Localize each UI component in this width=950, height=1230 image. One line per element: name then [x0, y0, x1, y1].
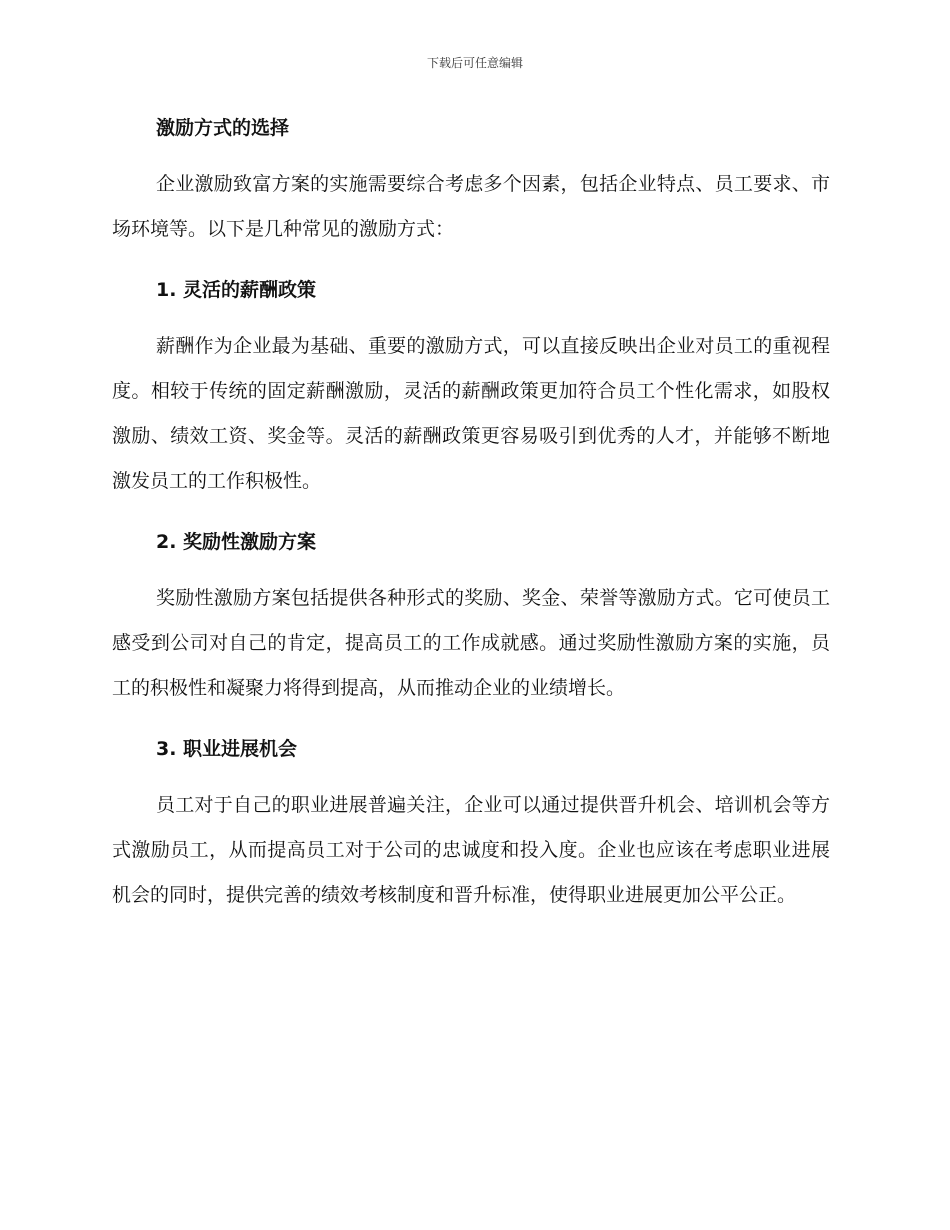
- intro-paragraph: 企业激励致富方案的实施需要综合考虑多个因素，包括企业特点、员工要求、市场环境等。以下是几种常见的激励方式：: [112, 173, 830, 240]
- section-heading-career: 3. 职业进展机会: [156, 738, 298, 760]
- section-body-salary: 薪酬作为企业最为基础、重要的激励方式，可以直接反映出企业对员工的重视程度。相较于传统的固定薪酬激励，灵活的薪酬政策更加符合员工个性化需求，如股权激励、绩效工资、奖金等。灵活的薪酬政策更容易吸引到优秀的人才，并能够不断地激发员工的工作积极性。: [112, 335, 830, 492]
- document-body: [112, 112, 830, 918]
- document-title: 激励方式的选择: [156, 117, 290, 139]
- section-heading-reward: 2. 奖励性激励方案: [156, 531, 317, 553]
- section-heading-salary: 1. 灵活的薪酬政策: [156, 279, 317, 301]
- header-note: 下载后可任意编辑: [426, 56, 523, 70]
- section-body-career: 员工对于自己的职业进展普遍关注，企业可以通过提供晋升机会、培训机会等方式激励员工，从而提高员工对于公司的忠诚度和投入度。企业也应该在考虑职业进展机会的同时，提供完善的绩效考核制度和晋升标准，使得职业进展更加公平公正。: [112, 794, 830, 906]
- section-body-reward: 奖励性激励方案包括提供各种形式的奖励、奖金、荣誉等激励方式。它可使员工感受到公司对自己的肯定，提高员工的工作成就感。通过奖励性激励方案的实施，员工的积极性和凝聚力将得到提高，从而推动企业的业绩增长。: [112, 587, 830, 699]
